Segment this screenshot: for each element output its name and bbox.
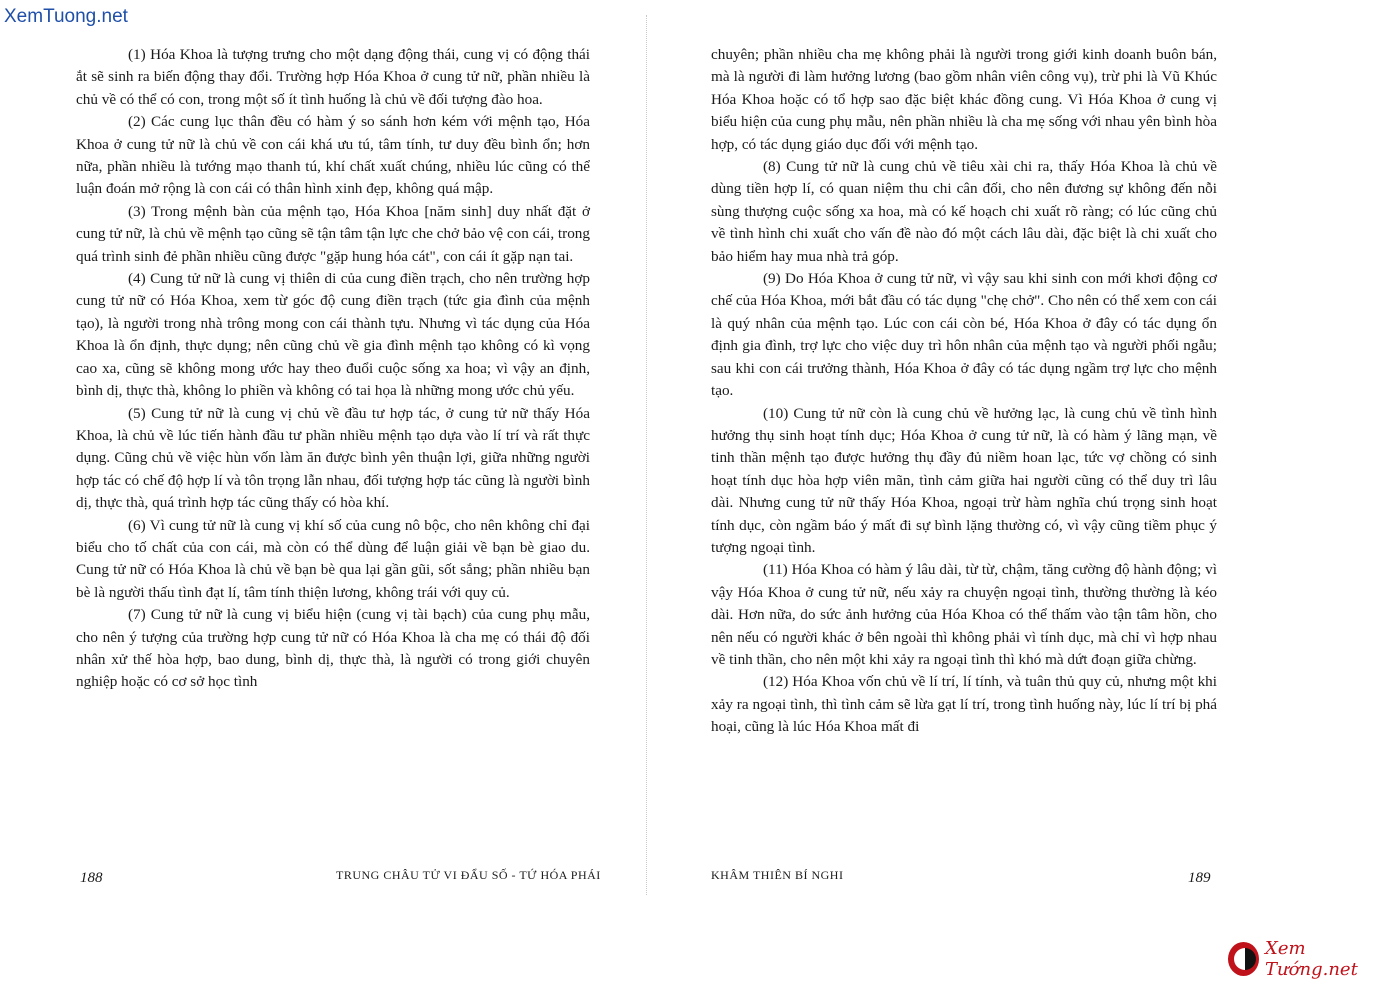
logo-text: Xem Tướng.net: [1265, 938, 1358, 980]
left-paragraph-3: (3) Trong mệnh bàn của mệnh tạo, Hóa Khoa [năm sinh] duy nhất đặt ở cung tử nữ, là chủ về mệnh tạo cũng sẽ tận tâm tận lực che chở bảo vệ con cái, trong quá trình sinh đẻ phần nhiều cũng được "gặp hung hóa cát", con cái ít gặp nạn tai.: [76, 202, 590, 265]
right-paragraph-2: (8) Cung tử nữ là cung chủ về tiêu xài chi ra, thấy Hóa Khoa là chủ về dùng tiền hợp lí, có quan niệm thu chi cân đối, cho nên đương sự không đến nỗi sùng thượng cuộc sống xa hoa, mà có kế hoạch chi xuất rõ ràng; có lúc cũng chủ về tình hình chi xuất cho vấn đề nào đó một cách lâu dài, đặc biệt là chi xuất cho bảo hiểm hay mua nhà trả góp.: [711, 158, 1217, 265]
right-paragraph-4: (10) Cung tử nữ còn là cung chủ về hưởng lạc, là cung chủ về tình hình hưởng thụ sinh hoạt tính dục; Hóa Khoa ở cung tử nữ, là có hàm ý lãng mạn, về tinh thần mệnh tạo được hưởng thụ đầy đủ niềm hoan lạc, tức vợ chồng có sinh hoạt tính dục hòa hợp viên mãn, tình cảm giữa hai người cũng có thể duy trì lâu dài. Nhưng cung tử nữ thấy Hóa Khoa, ngoại trừ hàm nghĩa chú trọng sinh hoạt tính dục, còn ngầm báo ý mất đi sự bình lặng thường có, vì vậy cũng tiềm phục ý tượng ngoại tình.: [711, 404, 1217, 556]
right-paragraph-1: chuyên; phần nhiều cha mẹ không phải là người trong giới kinh doanh buôn bán, mà là người đi làm hưởng lương (bao gồm nhân viên công vụ), trừ phi là Vũ Khúc Hóa Khoa hoặc có tổ hợp sao đặc biệt khác đồng cung. Vì Hóa Khoa ở cung vị biểu hiện của cung phụ mẫu, nên phần nhiều là cha mẹ sống với nhau yên bình hòa hợp, có tác dụng giáo dục đối với mệnh tạo.: [711, 46, 1217, 153]
right-page-number: 189: [1188, 870, 1211, 886]
yin-yang-icon: [1228, 942, 1259, 976]
left-page-number: 188: [80, 870, 103, 886]
site-logo: [1228, 938, 1392, 980]
left-paragraph-7: (7) Cung tử nữ là cung vị biểu hiện (cung vị tài bạch) của cung phụ mẫu, cho nên ý tượng của trường hợp cung tử nữ có Hóa Khoa là cha mẹ có thái độ đối nhân xử thế hòa hợp, bao dung, bình dị, thực thà, là người có trong giới chuyên nghiệp hoặc có cơ sở học tình: [76, 606, 590, 691]
left-paragraph-2: (2) Các cung lục thân đều có hàm ý so sánh hơn kém với mệnh tạo, Hóa Khoa ở cung tử nữ là chủ về con cái khá ưu tú, tâm tính, tư duy đều bình ổn; hơn nữa, phần nhiều là tướng mạo thanh tú, khí chất xuất chúng, nhiều lúc cũng có thể luận đoán mở rộng là con cái có thân hình xinh đẹp, không quá mập.: [76, 113, 590, 198]
right-paragraph-5: (11) Hóa Khoa có hàm ý lâu dài, từ từ, chậm, tăng cường độ hành động; vì vậy Hóa Khoa ở cung tử nữ, nếu xảy ra chuyện ngoại tình, thường thường là kéo dài. Hơn nữa, do sức ảnh hưởng của Hóa Khoa có thể thấm vào tận tâm hồn, cho nên nếu có người khác ở bên ngoài thì không phải vì tính dục, mà chỉ vì hợp nhau về tinh thần, cho nên một khi xảy ra ngoại tình thì khó mà dứt đoạn giữa chừng.: [711, 561, 1217, 668]
left-page-footer: TRUNG CHÂU TỬ VI ĐẨU SỐ - TỨ HÓA PHÁI: [336, 868, 601, 882]
right-paragraph-3: (9) Do Hóa Khoa ở cung tử nữ, vì vậy sau khi sinh con mới khơi động cơ chế của Hóa Khoa, mới bắt đầu có tác dụng "chẹ chở". Cho nên có thể xem con cái là quý nhân của mệnh tạo. Lúc con cái còn bé, Hóa Khoa ở đây có tác dụng ổn định gia đình, trợ lực cho việc duy trì hôn nhân của mệnh tạo và người phối ngẫu; sau khi con cái trưởng thành, Hóa Khoa ở đây có tác dụng ngầm trợ lực cho mệnh tạo.: [711, 270, 1217, 400]
watermark-site-name: XemTuong.net: [4, 6, 128, 27]
left-page-body: [76, 44, 590, 694]
right-page-footer: KHÂM THIÊN BÍ NGHI: [711, 868, 844, 882]
left-paragraph-5: (5) Cung tử nữ là cung vị chủ về đầu tư hợp tác, ở cung tử nữ thấy Hóa Khoa, là chủ về lúc tiến hành đầu tư phần nhiều mệnh tạo dựa vào lí trí và rất thực dụng. Cũng chủ về việc hùn vốn làm ăn được bình yên thuận lợi, giữa những người hợp tác có chế độ hợp lí và tôn trọng lẫn nhau, đối tượng hợp tác cũng là người bình dị, thực thà, quá trình hợp tác cũng thấy có hòa khí.: [76, 404, 590, 512]
left-paragraph-6: (6) Vì cung tử nữ là cung vị khí số của cung nô bộc, cho nên không chỉ đại biểu cho tố chất của con cái, mà còn có thể dùng để luận giải về bạn bè giao du. Cung tử nữ có Hóa Khoa là chủ về bạn bè qua lại gần gũi, sốt sắng; phần nhiều bạn bè là người thấu tình đạt lí, tâm tính thiện lương, không trái với quy củ.: [76, 516, 590, 601]
left-paragraph-1: (1) Hóa Khoa là tượng trưng cho một dạng động thái, cung vị có động thái ắt sẽ sinh ra biến động thay đổi. Trường hợp Hóa Khoa ở cung tử nữ, phần nhiều là chủ về có thể có con, trong một số ít tình huống là chủ về đối tượng đào hoa.: [76, 46, 590, 108]
left-paragraph-4: (4) Cung tử nữ là cung vị thiên di của cung điền trạch, cho nên trường hợp cung tử nữ có Hóa Khoa, xem từ góc độ cung điền trạch (tức gia đình của mệnh tạo), là người trong nhà trông mong con cái thành tựu. Nhưng vì tác dụng của Hóa Khoa là ổn định, thực dụng; nên cũng chủ về gia đình mệnh tạo không có kì vọng cao xa, cũng sẽ không mong ước hay theo đuổi cuộc sống xa hoa; vì vậy an định, bình dị, thực thà, không lo phiền và không có tai họa là những mong ước chủ yếu.: [76, 270, 590, 400]
page-gutter-divider: [646, 15, 648, 895]
right-paragraph-6: (12) Hóa Khoa vốn chủ về lí trí, lí tính, và tuân thủ quy củ, nhưng một khi xảy ra ngoại tình, thì tình cảm sẽ lừa gạt lí trí, trong tình huống này, lúc lí trí bị phá hoại, cũng là lúc Hóa Khoa mất đi: [711, 673, 1217, 736]
right-page-body: [711, 44, 1217, 739]
